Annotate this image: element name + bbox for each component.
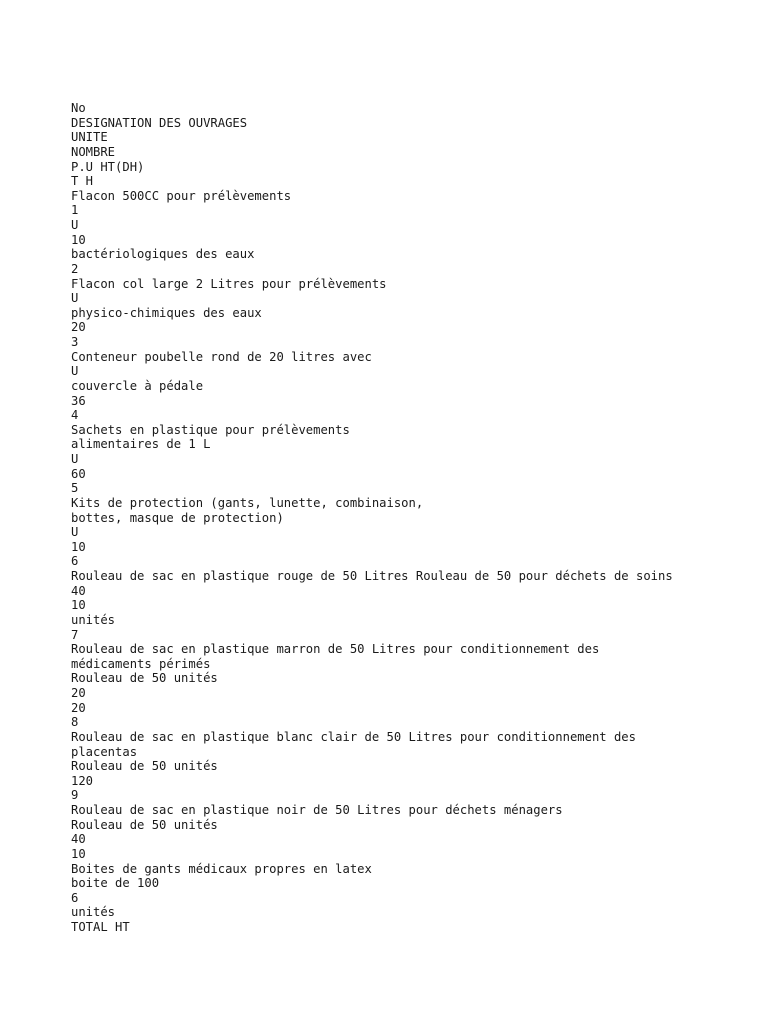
text-line: placentas [71, 744, 138, 759]
text-line: bactériologiques des eaux [71, 247, 255, 262]
text-line: U [71, 218, 79, 232]
text-line: 6 [71, 554, 79, 569]
text-line: U [71, 291, 79, 306]
text-line: 2 [71, 261, 79, 276]
text-line: bottes, masque de protection) [71, 510, 284, 525]
text-line: Rouleau de 50 unités [71, 759, 218, 774]
text-line: 5 [71, 481, 79, 496]
text-line: 6 [71, 890, 79, 905]
text-line: 60 [71, 466, 86, 481]
text-line: P.U HT(DH) [71, 159, 145, 174]
text-line: boite de 100 [71, 876, 160, 891]
text-line: 9 [71, 788, 79, 803]
text-line: Rouleau de 50 unités [71, 817, 218, 832]
text-line: 4 [71, 408, 79, 423]
text-line: No [71, 101, 86, 115]
text-line: 40 [71, 832, 86, 847]
text-line: 7 [71, 627, 79, 642]
text-line: 20 [71, 700, 86, 715]
text-line: 8 [71, 715, 79, 730]
text-line: 10 [71, 232, 86, 247]
text-line: 20 [71, 320, 86, 335]
text-line: U [71, 525, 79, 540]
text-line: Rouleau de 50 unités [71, 671, 218, 686]
text-line: Rouleau de sac en plastique rouge de 50 Litres Rouleau de 50 pour déchets de soins [71, 569, 673, 583]
text-line: Boites de gants médicaux propres en latex [71, 861, 372, 876]
text-line: DESIGNATION DES OUVRAGES [71, 115, 248, 130]
text-line: médicaments périmés [71, 656, 211, 671]
text-line: Kits de protection (gants, lunette, combinaison, [71, 495, 424, 510]
text-line: unités [71, 905, 116, 920]
text-line: Rouleau de sac en plastique noir de 50 Litres pour déchets ménagers [71, 803, 563, 817]
text-line: 120 [71, 773, 94, 788]
document-text [71, 101, 673, 935]
text-line: physico-chimiques des eaux [71, 305, 262, 320]
text-line: couvercle à pédale [71, 378, 204, 393]
text-line: T H [71, 174, 94, 189]
text-line: Conteneur poubelle rond de 20 litres avec [71, 349, 372, 364]
text-line: 10 [71, 846, 86, 861]
text-line: 3 [71, 335, 79, 349]
text-line: TOTAL HT [71, 920, 130, 934]
text-line: 40 [71, 583, 86, 598]
text-line: UNITE [71, 130, 108, 145]
text-line: Flacon col large 2 Litres pour prélèvements [71, 276, 387, 291]
text-line: unités [71, 612, 116, 627]
text-line: Rouleau de sac en plastique marron de 50 Litres pour conditionnement des [71, 642, 600, 657]
text-line: U [71, 364, 79, 379]
text-line: alimentaires de 1 L [71, 437, 211, 452]
text-line: 36 [71, 393, 86, 408]
text-line: 10 [71, 598, 86, 613]
text-line: NOMBRE [71, 144, 116, 159]
text-line: Rouleau de sac en plastique blanc clair de 50 Litres pour conditionnement des [71, 729, 636, 744]
text-line: Flacon 500CC pour prélèvements [71, 188, 292, 203]
text-line: 10 [71, 539, 86, 554]
text-line: 20 [71, 686, 86, 700]
text-line: U [71, 452, 79, 466]
text-line: 1 [71, 203, 79, 218]
text-line: Sachets en plastique pour prélèvements [71, 422, 350, 437]
